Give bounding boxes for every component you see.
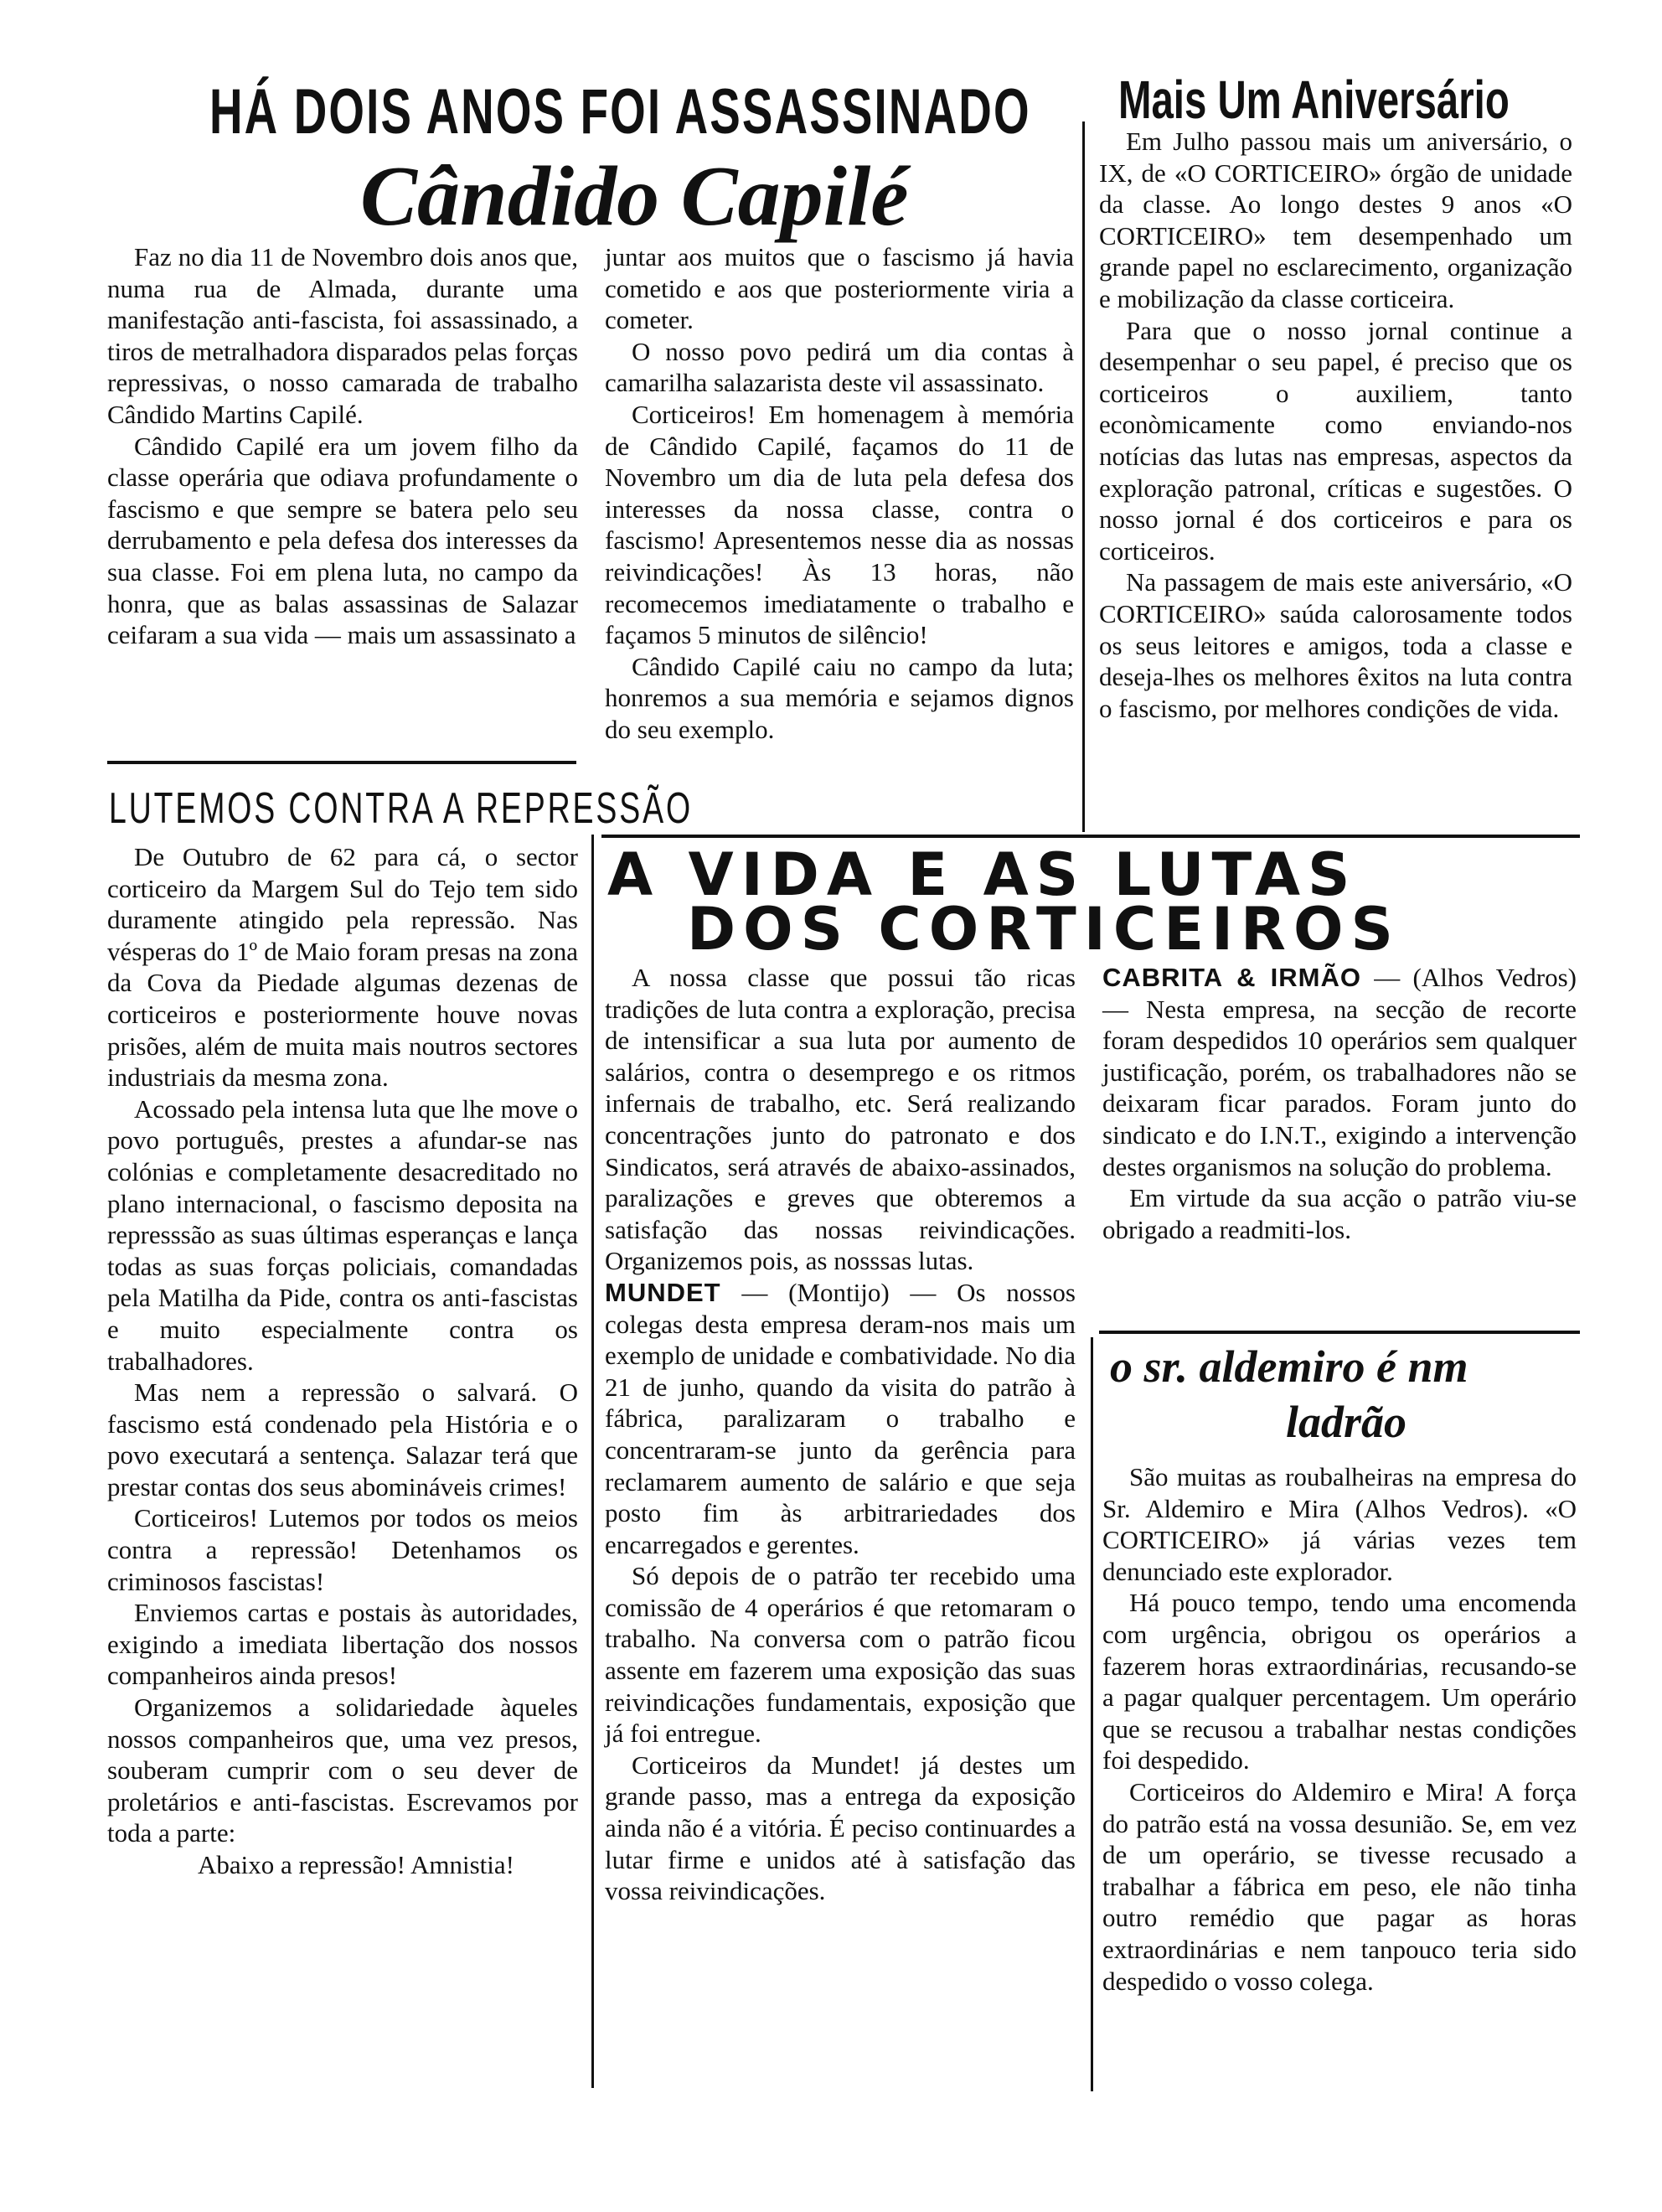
section-rule	[107, 761, 576, 764]
column-rule	[1091, 1337, 1093, 2091]
repressao-paragraph: De Outubro de 62 para cá, o sector corticeiro da Margem Sul do Tejo tem sido duramente atingido pela repressão. Nas vésperas do 1º de Maio foram presas na zona da Cova da Piedade algumas dezenas de corticeiros e posteriormente houve novas prisões, além de muita mais noutros sectores industriais da mesma zona.	[107, 842, 578, 1093]
repressao-paragraph: Acossado pela intensa luta que lhe move o povo português, prestes a afundar-se nas colónias e completamente desacreditado no plano internacional, o fascismo deposita na represssão as suas últimas esperanças e lança todas as suas forças policiais, comandadas pela Matilha da Pide, contra os anti-fascistas e muito especialmente contra os trabalhadores.	[107, 1093, 578, 1376]
headline-aldemiro-line2: ladrão	[1286, 1397, 1407, 1447]
capile-paragraph: Faz no dia 11 de Novembro dois anos que, numa rua de Almada, durante uma manifestação anti-fascista, foi assassinado, a tiros de metralhadora disparados pelas forças repressivas, o nosso camarada de trabalho Cândido Martins Capilé.	[107, 242, 578, 429]
repressao-closing: Abaixo a repressão! Amnistia!	[198, 1850, 514, 1879]
vida-intro: A nossa classe que possui tão ricas tradições de luta contra a exploração, precisa de intensificar a sua luta por aumento de salários, contra o desemprego e os ritmos infernais de trabalho, etc. Será realizando concentrações junto do patronato e dos Sindicatos, será através de abaixo-assinados, paralizações e greves que obteremos a satisfação das nossas reivindicações. Organizemos pois, as nosssas lutas.	[605, 963, 1076, 1276]
capile-paragraph: Cândido Capilé caiu no campo da luta; honremos a sua memória e sejamos dignos do seu exemplo.	[605, 651, 1074, 744]
headline-repressao: LUTEMOS CONTRA A REPRESSÃO	[109, 784, 693, 833]
aldemiro-paragraph: São muitas as roubalheiras na empresa do Sr. Aldemiro e Mira (Alhos Vedros). «O CORTICEIRO» já várias vezes tem denunciado este explorador.	[1102, 1462, 1577, 1586]
repressao-article	[107, 841, 578, 1881]
headline-capile: Cândido Capilé	[360, 149, 909, 244]
headline-assassinado: HÁ DOIS ANOS FOI ASSASSINADO	[209, 76, 1031, 147]
headline-aniversario: Mais Um Aniversário	[1118, 70, 1510, 130]
section-rule	[1099, 1331, 1580, 1334]
mundet-paragraph: — (Montijo) — Os nossos colegas desta empresa deram-nos mais um exemplo de unidade e combatividade. No dia 21 de junho, quando da visita do patrão à fábrica, paralizaram o trabalho e concentraram-se junto da gerência para reclamarem aumento de salário e que seja posto fim às arbitrariedades dos encarregados e gerentes.	[605, 1277, 1076, 1559]
headline-vida-line1: A VIDA E AS LUTAS	[607, 840, 1358, 909]
capile-paragraph: Cândido Capilé era um jovem filho da classe operária que odiava profundamente o fascismo e que sempre se batera pelo seu derrubamento e pela defesa dos interesses da sua classe. Foi em plena luta, no campo da honra, que as balas assassinas de Salazar ceifaram a sua vida — mais um assassinato a	[107, 431, 578, 650]
mundet-paragraph: Corticeiros da Mundet! já destes um grande passo, mas a entrega da exposição ainda não é a vitória. É peciso continuardes a lutar firme e unidos até à satisfação das vossa reivindicações.	[605, 1749, 1076, 1906]
repressao-paragraph: Mas nem a repressão o salvará. O fascismo está condenado pela História e o povo executará a sentença. Salazar terá que prestar contas dos seus abomináveis crimes!	[107, 1377, 578, 1501]
capile-paragraph: Corticeiros! Em homenagem à memória de Cândido Capilé, façamos do 11 de Novembro um dia de luta pela defesa dos interesses da nossa classe, contra o fascismo! Apresentemos nesse dia as nossas reivindicações! Às 13 horas, não recomecemos imediatamente o trabalho e façamos 5 minutos de silêncio!	[605, 399, 1074, 650]
aldemiro-article	[1102, 1461, 1577, 1997]
capile-column-2	[605, 241, 1074, 746]
vida-column-2	[1102, 962, 1577, 1245]
mundet-company-name: MUNDET	[605, 1277, 721, 1307]
repressao-paragraph: Enviemos cartas e postais às autoridades, exigindo a imediata libertação dos nossos companheiros ainda presos!	[107, 1598, 578, 1691]
aniversario-paragraph: Para que o nosso jornal continue a desempenhar o seu papel, é preciso que os corticeiros o auxiliem, tanto econòmicamente como enviando-nos notícias das lutas nas empresas, aspectos da exploração patronal, críticas e sugestões. O nosso jornal é dos corticeiros e para os corticeiros.	[1099, 315, 1572, 566]
headline-aldemiro-line1: o sr. aldemiro é nm	[1110, 1341, 1468, 1392]
aniversario-article	[1099, 126, 1572, 724]
repressao-paragraph: Corticeiros! Lutemos por todos os meios contra a repressão! Detenhamos os criminosos fascistas!	[107, 1503, 578, 1596]
section-rule	[601, 835, 1580, 838]
repressao-paragraph: Organizemos a solidariedade àqueles nossos companheiros que, uma vez presos, souberam cumprir com o seu dever de proletários e anti-fascistas. Escrevamos por toda a parte:	[107, 1693, 578, 1848]
headline-vida-line2: DOS CORTICEIROS	[687, 895, 1401, 964]
capile-paragraph: O nosso povo pedirá um dia contas à camarilha salazarista deste vil assassinato.	[605, 336, 1074, 398]
mundet-paragraph: Só depois de o patrão ter recebido uma comissão de 4 operários é que retomaram o trabalho. Na conversa com o patrão ficou assente em fazerem uma exposição das suas reivindicações fundamentais, exposição que já foi entregue.	[605, 1561, 1076, 1749]
cabrita-company-name: CABRITA & IRMÃO	[1102, 963, 1361, 992]
aniversario-paragraph: Em Julho passou mais um aniversário, o IX, de «O CORTICEIRO» órgão de unidade da classe. Ao longo destes 9 anos «O CORTICEIRO» tem desempenhado um grande papel no esclarecimento, organização e mobilização da classe corticeira.	[1099, 127, 1572, 313]
cabrita-paragraph: Em virtude da sua acção o patrão viu-se obrigado a readmiti-los.	[1102, 1183, 1577, 1244]
column-rule	[1082, 121, 1085, 832]
capile-paragraph: juntar aos muitos que o fascismo já havia cometido e aos que posteriormente viria a cometer.	[605, 242, 1074, 335]
cabrita-paragraph: — (Alhos Vedros) — Nesta empresa, na secção de recorte foram despedidos 10 operários sem qualquer justificação, porém, os trabalhadores não se deixaram ficar parados. Foram junto do sindicato e do I.N.T., exigindo a intervenção destes organismos na solução do problema.	[1102, 963, 1577, 1181]
aniversario-paragraph: Na passagem de mais este aniversário, «O CORTICEIRO» saúda calorosamente todos os seus leitores e amigos, toda a classe e deseja-lhes os melhores êxitos na luta contra o fascismo, por melhores condições de vida.	[1099, 567, 1572, 723]
aldemiro-paragraph: Corticeiros do Aldemiro e Mira! A força do patrão está na vossa desunião. Se, em vez de um operário, se tivesse recusado a trabalhar a fábrica em peso, ele não tinha outro remédio que pagar as horas extraordinárias e nem tanpouco teria sido despedido o vosso colega.	[1102, 1776, 1577, 1996]
capile-column-1	[107, 241, 578, 651]
aldemiro-paragraph: Há pouco tempo, tendo uma encomenda com urgência, obrigou os operários a fazerem horas extraordinárias, recusando-se a pagar qualquer percentagem. Um operário que se recusou a trabalhar nestas condições foi despedido.	[1102, 1588, 1577, 1775]
vida-column-1	[605, 962, 1076, 1907]
column-rule	[591, 835, 594, 2088]
